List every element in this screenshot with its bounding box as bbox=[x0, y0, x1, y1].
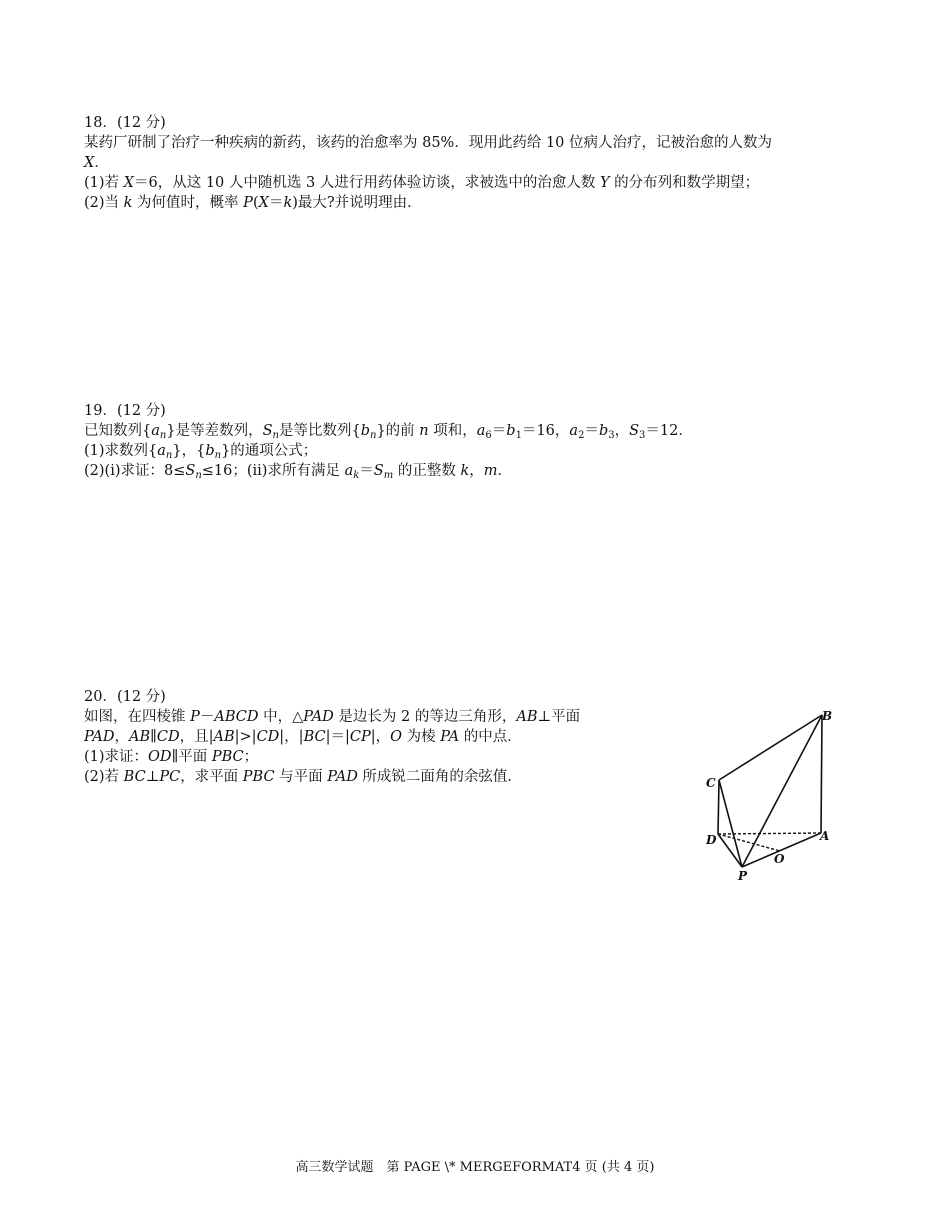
text: ＝6，从这 10 人中随机选 3 人进行用药体验访谈，求被选中的治愈人数 bbox=[133, 175, 600, 191]
text: ( bbox=[252, 195, 259, 211]
var: m bbox=[483, 463, 498, 479]
text: ∥ bbox=[150, 729, 157, 745]
text: 中，△ bbox=[258, 709, 304, 725]
label-P: P bbox=[738, 869, 748, 883]
text: 的分布列和数学期望； bbox=[609, 175, 760, 191]
var: S bbox=[262, 423, 273, 439]
q18-stem-line2 bbox=[84, 153, 109, 173]
subscript: n bbox=[159, 430, 167, 441]
text: 所成锐二面角的余弦值． bbox=[357, 769, 522, 785]
edge-DA-hidden bbox=[718, 833, 821, 834]
q18-stem-line1: 某药厂研制了治疗一种疾病的新药，该药的治愈率为 85%．现用此药给 10 位病人治疗，记被治愈的人数为 bbox=[84, 135, 773, 151]
var: k bbox=[460, 463, 470, 479]
text: |， bbox=[370, 729, 391, 745]
subscript: n bbox=[214, 450, 222, 461]
text: 是边长为 2 的等边三角形， bbox=[333, 709, 517, 725]
var: PA bbox=[440, 729, 460, 745]
q18-header: 18．(12 分) bbox=[84, 115, 166, 131]
text: (2)若 bbox=[84, 769, 124, 785]
q20-part1 bbox=[84, 747, 258, 767]
var: b bbox=[506, 423, 516, 439]
text: ⊥ bbox=[145, 769, 160, 785]
var: k bbox=[283, 195, 293, 211]
text: }，{ bbox=[172, 443, 206, 459]
var: S bbox=[185, 463, 196, 479]
subscript: m bbox=[383, 470, 394, 481]
subscript: k bbox=[353, 470, 360, 481]
text: 的中点． bbox=[459, 729, 522, 745]
text: 如图，在四棱锥 bbox=[84, 709, 191, 725]
text: ＝16， bbox=[521, 423, 570, 439]
var: P bbox=[243, 195, 253, 211]
var: P bbox=[190, 709, 200, 725]
text: 已知数列{ bbox=[84, 423, 152, 439]
var: a bbox=[151, 423, 160, 439]
var: Y bbox=[599, 175, 610, 191]
var: CP bbox=[349, 729, 371, 745]
var: n bbox=[419, 423, 429, 439]
var: CD bbox=[156, 729, 180, 745]
text: 的正整数 bbox=[393, 463, 461, 479]
var: BC bbox=[123, 769, 146, 785]
var: X bbox=[84, 155, 95, 171]
text: }的前 bbox=[376, 423, 420, 439]
var: BC bbox=[303, 729, 326, 745]
subscript: n bbox=[195, 470, 202, 481]
var: AB bbox=[516, 709, 538, 725]
var: OD bbox=[148, 749, 172, 765]
subscript: n bbox=[370, 430, 377, 441]
text: ＝ bbox=[359, 463, 374, 479]
text: (1)求证： bbox=[84, 749, 149, 765]
text: ， bbox=[469, 463, 484, 479]
text: |，| bbox=[279, 729, 304, 745]
var: PBC bbox=[211, 749, 244, 765]
text: ＝ bbox=[491, 423, 507, 439]
text: (1)若 bbox=[84, 175, 124, 191]
edge-CP bbox=[719, 780, 742, 867]
text: }的通项公式； bbox=[221, 443, 318, 459]
text: ， bbox=[614, 423, 630, 439]
text: |＝| bbox=[325, 729, 350, 745]
label-B: B bbox=[822, 709, 833, 723]
var: b bbox=[598, 423, 609, 439]
text: ，求平面 bbox=[180, 769, 243, 785]
text: ． bbox=[94, 155, 109, 171]
var: PC bbox=[159, 769, 181, 785]
var: O bbox=[390, 729, 403, 745]
segment-DO-hidden bbox=[718, 834, 780, 851]
var: PAD bbox=[303, 709, 334, 725]
label-D: D bbox=[706, 833, 717, 847]
text: (1)求数列{ bbox=[84, 443, 158, 459]
text: |>| bbox=[234, 729, 257, 745]
text: － bbox=[199, 709, 215, 725]
edge-CB bbox=[719, 715, 822, 780]
subscript: n bbox=[165, 450, 173, 461]
text: ，且| bbox=[179, 729, 214, 745]
edge-CD bbox=[718, 780, 719, 834]
var: ABCD bbox=[214, 709, 259, 725]
text: )最大?并说明理由． bbox=[292, 195, 422, 211]
q20-header: 20．(12 分) bbox=[84, 689, 166, 705]
var: AB bbox=[213, 729, 235, 745]
subscript: 6 bbox=[485, 430, 492, 441]
text: (2)(i)求证：8≤ bbox=[84, 463, 186, 479]
var: S bbox=[629, 423, 640, 439]
subscript: 1 bbox=[515, 430, 522, 441]
text: ＝12． bbox=[645, 423, 693, 439]
var: X bbox=[123, 175, 134, 191]
text: }是等差数列， bbox=[166, 423, 263, 439]
var: b bbox=[360, 423, 370, 439]
text: (2)当 bbox=[84, 195, 124, 211]
q19-part2 bbox=[84, 461, 512, 486]
var: k bbox=[123, 195, 133, 211]
var: CD bbox=[256, 729, 280, 745]
text: ； bbox=[243, 749, 259, 765]
q20-stem-line2 bbox=[84, 727, 522, 747]
subscript: 2 bbox=[578, 430, 585, 441]
q18-part1 bbox=[84, 173, 759, 193]
text: 与平面 bbox=[274, 769, 328, 785]
subscript: n bbox=[272, 430, 279, 441]
var: a bbox=[476, 423, 486, 439]
text: 为棱 bbox=[402, 729, 441, 745]
var: a bbox=[344, 463, 354, 479]
var: X bbox=[258, 195, 269, 211]
text: 为何值时，概率 bbox=[132, 195, 244, 211]
q20-stem-line1 bbox=[84, 707, 580, 727]
text: ∥平面 bbox=[171, 749, 212, 765]
var: PAD bbox=[84, 729, 115, 745]
text: ≤16；(ii)求所有满足 bbox=[201, 463, 345, 479]
var: PAD bbox=[327, 769, 358, 785]
subscript: 3 bbox=[639, 430, 646, 441]
label-O: O bbox=[774, 852, 785, 866]
text: ＝ bbox=[584, 423, 599, 439]
page-footer: 高三数学试题 第 PAGE \* MERGEFORMAT4 页 (共 4 页) bbox=[295, 1160, 655, 1175]
text: ， bbox=[114, 729, 130, 745]
q18-part2 bbox=[84, 193, 422, 213]
var: a bbox=[569, 423, 579, 439]
text: ＝ bbox=[268, 195, 284, 211]
label-A: A bbox=[820, 829, 830, 843]
var: a bbox=[157, 443, 166, 459]
text: ． bbox=[497, 463, 512, 479]
var: AB bbox=[129, 729, 151, 745]
text: 是等比数列{ bbox=[278, 423, 361, 439]
label-C: C bbox=[706, 776, 716, 790]
q19-header: 19．(12 分) bbox=[84, 403, 166, 419]
q20-part2 bbox=[84, 767, 522, 787]
var: S bbox=[373, 463, 384, 479]
text: ⊥平面 bbox=[537, 709, 581, 725]
subscript: 3 bbox=[608, 430, 615, 441]
text: 项和， bbox=[428, 423, 477, 439]
pyramid-figure bbox=[700, 705, 840, 885]
var: b bbox=[205, 443, 215, 459]
edge-BA bbox=[821, 715, 822, 833]
var: PBC bbox=[242, 769, 275, 785]
